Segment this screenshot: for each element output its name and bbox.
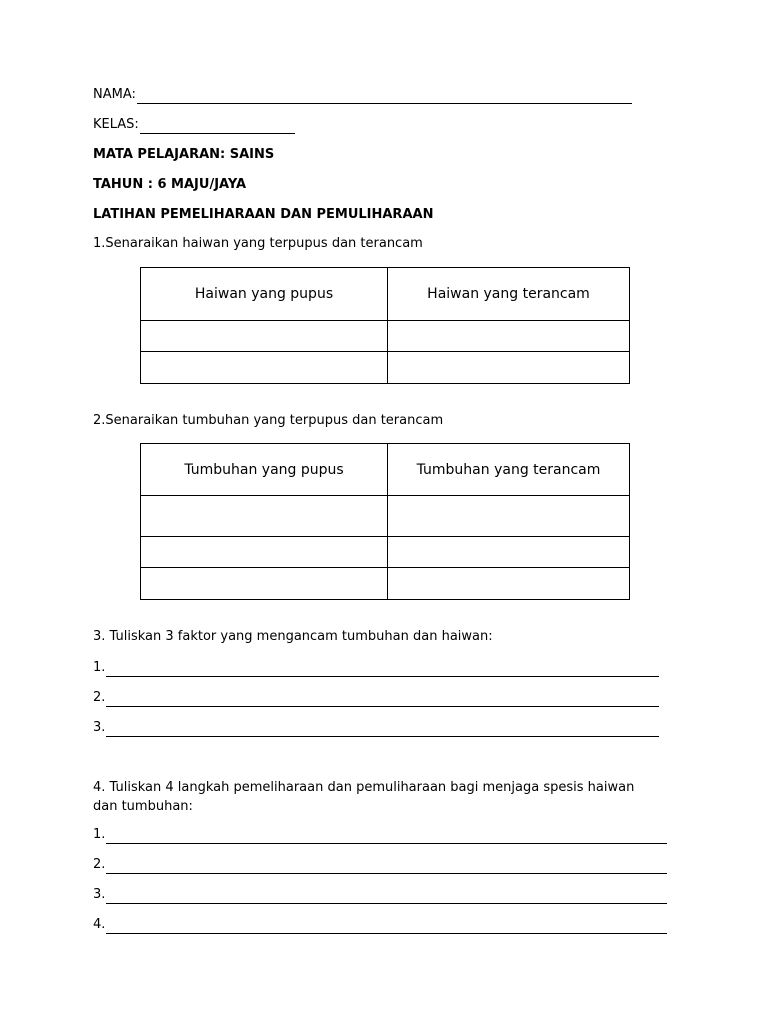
q3-answer-line	[93, 689, 659, 707]
q1-cell[interactable]	[388, 352, 630, 384]
q4-answer-number: 2.	[93, 857, 106, 872]
q4-answer-blank[interactable]	[106, 830, 667, 844]
name-blank[interactable]	[137, 90, 632, 104]
q1-header-endangered: Haiwan yang terancam	[388, 268, 630, 321]
q2-cell[interactable]	[141, 537, 388, 568]
q3-answer-line	[93, 719, 659, 737]
q4-answer-line	[93, 856, 667, 874]
q1-cell[interactable]	[141, 352, 388, 384]
q1-prompt: 1.Senaraikan haiwan yang terpupus dan terancam	[93, 236, 423, 251]
name-label: NAMA:	[93, 87, 136, 102]
q2-cell[interactable]	[388, 496, 630, 537]
q1-cell[interactable]	[388, 321, 630, 352]
q3-prompt: 3. Tuliskan 3 faktor yang mengancam tumbuhan dan haiwan:	[93, 629, 493, 644]
q2-cell[interactable]	[141, 496, 388, 537]
class-blank[interactable]	[140, 120, 295, 134]
q2-cell[interactable]	[388, 537, 630, 568]
q4-answer-number: 1.	[93, 827, 106, 842]
q2-header-extinct: Tumbuhan yang pupus	[141, 444, 388, 496]
subject-heading: MATA PELAJARAN: SAINS	[93, 147, 275, 162]
q3-answer-blank[interactable]	[106, 663, 659, 677]
q4-answer-blank[interactable]	[106, 890, 667, 904]
q3-answer-blank[interactable]	[106, 693, 659, 707]
q1-table	[140, 267, 630, 384]
exercise-title: LATIHAN PEMELIHARAAN DAN PEMULIHARAAN	[93, 207, 434, 222]
q1-cell[interactable]	[141, 321, 388, 352]
q2-prompt: 2.Senaraikan tumbuhan yang terpupus dan terancam	[93, 413, 444, 428]
q3-answer-number: 3.	[93, 720, 106, 735]
q4-answer-blank[interactable]	[106, 860, 667, 874]
q2-cell[interactable]	[141, 568, 388, 600]
q4-answer-blank[interactable]	[106, 920, 667, 934]
q3-answer-number: 1.	[93, 660, 106, 675]
q4-answer-line	[93, 886, 667, 904]
class-line	[93, 116, 295, 134]
q2-header-endangered: Tumbuhan yang terancam	[388, 444, 630, 496]
q3-answer-line	[93, 659, 659, 677]
q2-table	[140, 443, 630, 600]
name-line	[93, 86, 632, 104]
q2-cell[interactable]	[388, 568, 630, 600]
q4-answer-line	[93, 826, 667, 844]
year-heading: TAHUN : 6 MAJU/JAYA	[93, 177, 247, 192]
q3-answer-blank[interactable]	[106, 723, 659, 737]
q3-answer-number: 2.	[93, 690, 106, 705]
class-label: KELAS:	[93, 117, 139, 132]
q4-answer-number: 4.	[93, 917, 106, 932]
q4-prompt: 4. Tuliskan 4 langkah pemeliharaan dan pemuliharaan bagi menjaga spesis haiwan dan tumbuhan:	[93, 780, 635, 814]
q4-answer-number: 3.	[93, 887, 106, 902]
q1-header-extinct: Haiwan yang pupus	[141, 268, 388, 321]
q4-answer-line	[93, 916, 667, 934]
